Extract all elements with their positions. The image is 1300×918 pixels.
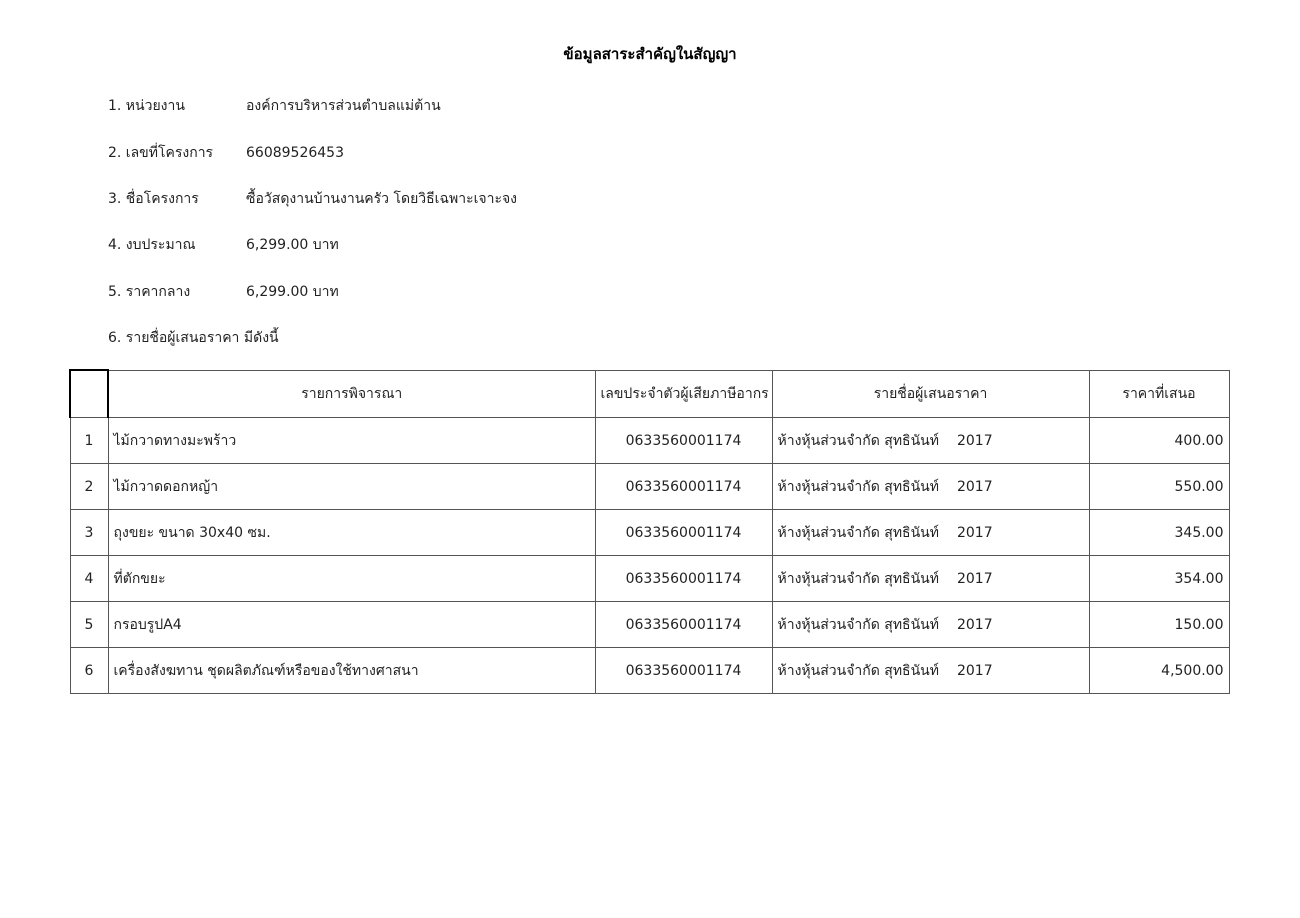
table-row — [70, 556, 1229, 602]
row-bidder — [772, 648, 1089, 694]
row-tax-id: 0633560001174 — [595, 556, 772, 602]
row-tax-id: 0633560001174 — [595, 464, 772, 510]
header-cell-bidder: รายชื่อผู้เสนอราคา — [772, 370, 1089, 418]
table-row — [70, 510, 1229, 556]
table-row — [70, 464, 1229, 510]
info-label: 2. เลขที่โครงการ — [108, 145, 214, 161]
bidder-year: 2017 — [956, 616, 993, 633]
row-price: 400.00 — [1089, 418, 1229, 464]
row-item: ถุงขยะ ขนาด 30x40 ซม. — [108, 510, 595, 556]
row-item: ไม้กวาดทางมะพร้าว — [108, 418, 595, 464]
info-value: 6,299.00 บาท — [246, 237, 339, 253]
table-row — [70, 418, 1229, 464]
row-number: 4 — [70, 556, 108, 602]
bidder-name: ห้างหุ้นส่วนจำกัด สุทธินันท์ — [777, 432, 939, 449]
info-label: 3. ชื่อโครงการ — [108, 191, 199, 207]
row-bidder — [772, 464, 1089, 510]
row-number: 3 — [70, 510, 108, 556]
row-price: 345.00 — [1089, 510, 1229, 556]
bidder-name: ห้างหุ้นส่วนจำกัด สุทธินันท์ — [777, 616, 939, 633]
row-item: ที่ตักขยะ — [108, 556, 595, 602]
table-row — [70, 648, 1229, 694]
row-number: 5 — [70, 602, 108, 648]
bidder-name: ห้างหุ้นส่วนจำกัด สุทธินันท์ — [777, 570, 939, 587]
row-number: 1 — [70, 418, 108, 464]
row-price: 150.00 — [1089, 602, 1229, 648]
info-value: องค์การบริหารส่วนตำบลแม่ต้าน — [246, 98, 441, 114]
bidder-name: ห้างหุ้นส่วนจำกัด สุทธินันท์ — [777, 662, 939, 679]
info-value: 66089526453 — [246, 145, 344, 161]
row-price: 354.00 — [1089, 556, 1229, 602]
row-item: เครื่องสังฆทาน ชุดผลิตภัณฑ์หรือของใช้ทางศาสนา — [108, 648, 595, 694]
row-number: 2 — [70, 464, 108, 510]
header-cell-number — [70, 370, 108, 418]
bidder-year: 2017 — [956, 524, 993, 541]
info-value: ซื้อวัสดุงานบ้านงานครัว โดยวิธีเฉพาะเจาะจง — [246, 191, 518, 207]
row-bidder — [772, 418, 1089, 464]
row-bidder — [772, 556, 1089, 602]
row-tax-id: 0633560001174 — [595, 648, 772, 694]
info-label: 5. ราคากลาง — [108, 284, 191, 300]
bids-table — [69, 369, 1230, 694]
bidder-year: 2017 — [956, 432, 993, 449]
bidder-year: 2017 — [956, 478, 993, 495]
table-header-row — [70, 370, 1229, 418]
row-price: 550.00 — [1089, 464, 1229, 510]
bidder-year: 2017 — [956, 570, 993, 587]
row-item: กรอบรูปA4 — [108, 602, 595, 648]
info-label: 6. รายชื่อผู้เสนอราคา มีดังนี้ — [108, 330, 279, 346]
bidder-year: 2017 — [956, 662, 993, 679]
row-number: 6 — [70, 648, 108, 694]
row-price: 4,500.00 — [1089, 648, 1229, 694]
row-tax-id: 0633560001174 — [595, 418, 772, 464]
row-tax-id: 0633560001174 — [595, 510, 772, 556]
info-value: 6,299.00 บาท — [246, 284, 339, 300]
bidder-name: ห้างหุ้นส่วนจำกัด สุทธินันท์ — [777, 478, 939, 495]
document-title: ข้อมูลสาระสำคัญในสัญญา — [563, 45, 737, 63]
info-label: 4. งบประมาณ — [108, 237, 196, 253]
row-tax-id: 0633560001174 — [595, 602, 772, 648]
bidder-name: ห้างหุ้นส่วนจำกัด สุทธินันท์ — [777, 524, 939, 541]
table-row — [70, 602, 1229, 648]
row-bidder — [772, 602, 1089, 648]
row-item: ไม้กวาดดอกหญ้า — [108, 464, 595, 510]
info-label: 1. หน่วยงาน — [108, 98, 185, 114]
row-bidder — [772, 510, 1089, 556]
header-cell-tax-id: เลขประจำตัวผู้เสียภาษีอากร — [595, 370, 772, 418]
header-cell-price: ราคาที่เสนอ — [1089, 370, 1229, 418]
header-cell-item: รายการพิจารณา — [108, 370, 595, 418]
